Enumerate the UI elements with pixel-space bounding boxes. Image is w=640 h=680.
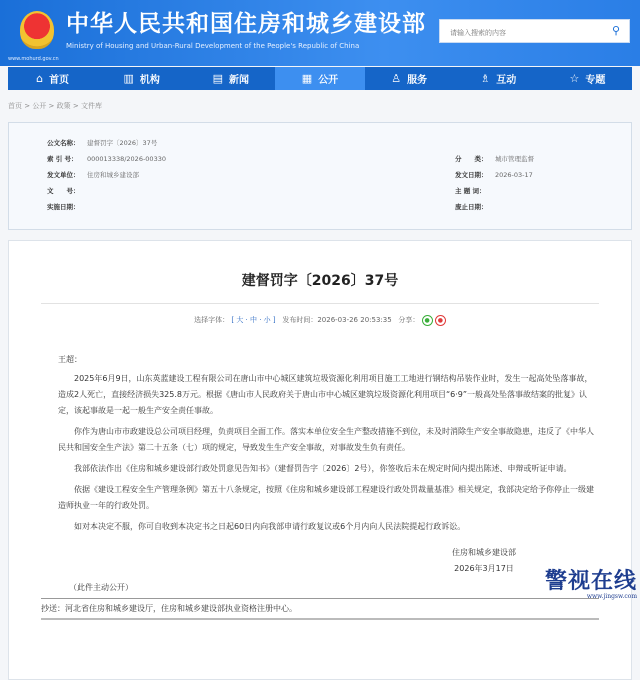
nav-organization[interactable] — [97, 67, 186, 90]
font-size-label: 选择字体： — [194, 316, 230, 324]
home-icon: ⌂ — [36, 72, 44, 85]
divider — [41, 618, 599, 620]
info-name: 公文名称： 建督罚字〔2026〕37号 — [47, 139, 158, 147]
site-url: www.mohurd.gov.cn — [8, 56, 59, 62]
info-issuer: 发文单位： 住房和城乡建设部 — [47, 171, 139, 179]
paragraph: 依据《建设工程安全生产管理条例》第五十八条规定，按照《住房和城乡建设部工程建设行政处罚裁量基准》相关规定，我部决定给予你停止一级建造师执业一年的行政处罚。 — [58, 485, 594, 510]
public-note: （此件主动公开） — [69, 583, 133, 592]
info-expire-date: 废止日期： — [455, 203, 488, 211]
sign-date: 2026年3月17日 — [454, 564, 514, 573]
search-input[interactable] — [440, 22, 600, 44]
document-info-panel — [8, 122, 632, 230]
info-docno: 文 号： — [47, 187, 80, 195]
signature: 住房和城乡建设部 — [452, 548, 516, 557]
site-subtitle: Ministry of Housing and Urban-Rural Development of the People's Republic of China — [66, 42, 360, 50]
news-icon: ▤ — [212, 72, 224, 85]
star-icon: ☆ — [569, 72, 580, 85]
interact-icon: ♗ — [480, 72, 491, 85]
info-keywords: 主 题 词： — [455, 187, 486, 195]
nav-public[interactable] — [275, 67, 364, 90]
paragraph: 我部依法作出《住房和城乡建设部行政处罚意见告知书》（建督罚告字〔2026〕2号），你签收后未在规定时间内提出陈述、申辩或听证申请。 — [74, 464, 572, 473]
search-box — [439, 19, 630, 43]
cc-line: 抄送：河北省住房和城乡建设厅，住房和城乡建设部执业资格注册中心。 — [41, 604, 297, 613]
article-title: 建督罚字〔2026〕37号 — [241, 273, 399, 289]
wechat-share-icon[interactable]: ● — [422, 315, 433, 326]
info-impl-date: 实施日期： — [47, 203, 80, 211]
font-size-selector[interactable]: [ 大 · 中 · 小 ] — [231, 316, 276, 324]
building-icon: ▥ — [123, 72, 134, 85]
weibo-share-icon[interactable]: ● — [435, 315, 446, 326]
article-meta — [41, 314, 599, 326]
watermark-text: 警视在线 — [545, 568, 638, 594]
paragraph: 如对本决定不服，你可自收到本决定书之日起60日内向我部申请行政复议或6个月内向人民法院提起行政诉讼。 — [74, 522, 466, 531]
info-index: 索 引 号： 000013338/2026-00330 — [47, 155, 166, 163]
nav-home[interactable] — [8, 67, 97, 90]
divider — [41, 598, 599, 599]
nav-interact[interactable] — [454, 67, 543, 90]
nav-label: 互动 — [496, 75, 517, 86]
signature-block — [429, 545, 539, 577]
site-header — [0, 0, 640, 66]
national-emblem-logo — [20, 11, 54, 49]
search-icon[interactable]: ⚲ — [611, 24, 621, 37]
breadcrumb[interactable]: 首页 > 公开 > 政策 > 文件库 — [8, 102, 102, 110]
paragraph: 你作为唐山市市政建设总公司项目经理，负责项目全面工作。落实本单位安全生产整改措施不到位，未及时消除生产安全事故隐患，违反了《中华人民共和国安全生产法》第二十五条（七）项的规定，导致发生生产安全事故，对事故发生负有责任。 — [58, 427, 594, 452]
article-body — [41, 352, 599, 535]
publish-label: 发布时间： — [282, 316, 318, 324]
divider — [41, 303, 599, 304]
salutation: 王超： — [58, 355, 82, 364]
nav-label: 公开 — [318, 75, 339, 86]
info-date: 发文日期： 2026-03-17 — [455, 171, 533, 179]
article — [8, 240, 632, 680]
nav-topics[interactable] — [543, 67, 632, 90]
nav-service[interactable] — [365, 67, 454, 90]
nav-label: 服务 — [407, 75, 428, 86]
main-nav — [8, 67, 632, 90]
nav-label: 专题 — [585, 75, 606, 86]
document-icon: ▦ — [301, 72, 313, 85]
share-label: 分享： — [398, 316, 420, 324]
nav-label: 首页 — [49, 75, 70, 86]
paragraph: 2025年6月9日，山东英蓝建设工程有限公司在唐山市中心城区建筑垃圾资源化利用项目施工工地进行钢结构吊装作业时，发生一起高处坠落事故，造成2人死亡，直接经济损失325.8万元。根据《唐山市人民政府关于唐山市中心城区建筑垃圾资源化利用项目“6·9”一般高处坠落事故结案的批复》认定，该起事故是一起一般生产安全责任事故。 — [58, 374, 593, 415]
user-icon: ♙ — [391, 72, 402, 85]
watermark-url: www.jingsw.com — [586, 593, 638, 600]
nav-label: 机构 — [139, 75, 160, 86]
publish-time: 2026-03-26 20:53:35 — [317, 316, 392, 324]
site-title: 中华人民共和国住房和城乡建设部 — [66, 11, 426, 37]
nav-label: 新闻 — [229, 75, 250, 86]
info-category: 分 类： 城市管理监督 — [455, 155, 534, 163]
nav-news[interactable] — [186, 67, 275, 90]
watermark-logo — [545, 570, 637, 600]
